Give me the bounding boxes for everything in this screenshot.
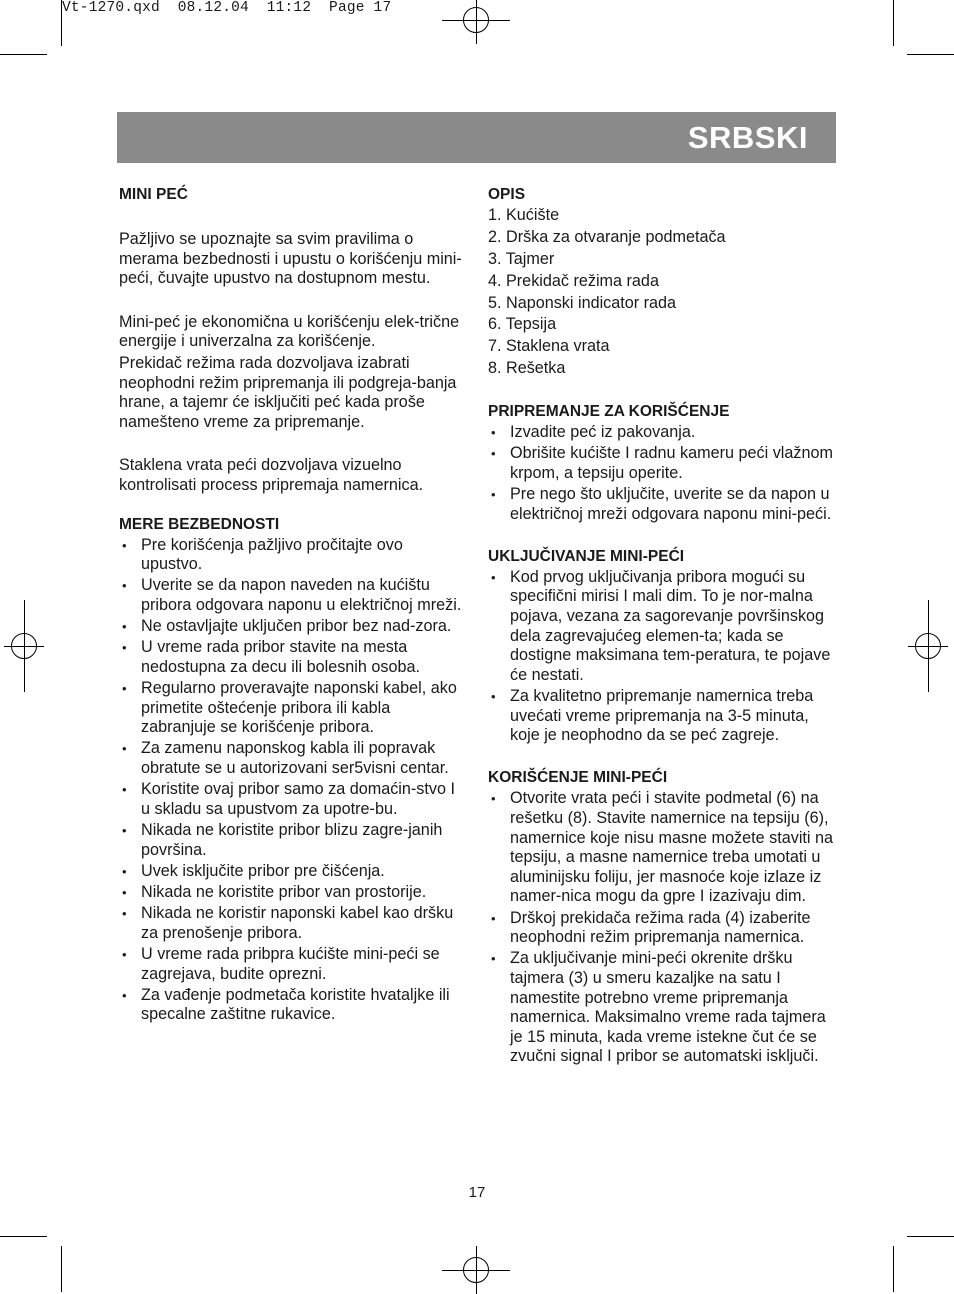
registration-mark-icon <box>11 633 37 659</box>
list-item: 5. Naponski indicator rada <box>488 293 677 312</box>
list-item: • Pre korišćenja pažljivo pročitajte ovo upustvo. <box>122 535 403 574</box>
crop-mark <box>0 1236 47 1237</box>
list-item: • Za uključivanje mini-peći okrenite dršku tajmera (3) u smeru kazaljke na satu I namestite potrebno vreme pripremanja namernica. Maksimalno vreme rada tajmera je 15 minuta, kada vreme istekne čut će se zvučni signal I pribor se automatski isključi. <box>491 949 826 1066</box>
list-item: • Drškoj prekidača režima rada (4) izaberite neophodni režim pripremanja namernica. <box>491 908 811 947</box>
list-item: 6. Tepsija <box>488 315 557 334</box>
list-item: • Uverite se da napon naveden na kućištu pribora odgovara naponu u električnoj mreži. <box>122 576 462 614</box>
crop-mark <box>61 0 62 46</box>
registration-mark-icon <box>915 633 941 659</box>
safety-list <box>119 536 467 1025</box>
list-item: • U vreme rada pribor stavite na mesta nedostupna za decu ili bolesnih osoba. <box>122 638 420 676</box>
page-number: 17 <box>468 1184 486 1201</box>
preparation-list <box>488 423 834 524</box>
list-item: • Nikada ne koristite pribor van prostorije. <box>122 882 427 901</box>
left-column <box>119 184 467 1027</box>
glass-door-paragraph: Staklena vrata peći dozvoljava vizuelno kontrolisati process pripremaja namernica. <box>119 456 424 494</box>
language-title: SRBSKI <box>687 120 808 155</box>
mode-switch-paragraph: Prekidač režima rada dozvoljava izabrati neophodni režim pripremanja ili podgreja-banja hrane, a tajemr će isključiti peć kada proše namešteno vreme za pripremanje. <box>119 353 457 431</box>
list-item: • Ne ostavljajte uključen pribor bez nad-zora. <box>122 617 452 636</box>
list-item: 3. Tajmer <box>488 249 555 268</box>
crop-mark <box>907 54 954 55</box>
usage-list <box>488 789 834 1067</box>
list-item: • Za kvalitetno pripremanje namernica treba uvećati vreme pripremanja na 3-5 minuta, koje je neophodno da se peć zagreje. <box>491 687 814 745</box>
language-banner <box>117 112 836 163</box>
registration-mark-icon <box>463 7 489 33</box>
list-item: • Nikada ne koristir naponski kabel kao dršku za prenošenje pribora. <box>122 904 454 942</box>
list-item: • Obrišite kućište I radnu kameru peći vlažnom krpom, a tepsiju operite. <box>491 444 833 482</box>
list-item: • Pre nego što uključite, uverite se da napon u električnoj mreži odgovara naponu mini-peći. <box>491 485 832 523</box>
section-title-switching-on: UKLJUČIVANJE MINI-PEĆI <box>488 547 685 565</box>
list-item: • Koristite ovaj pribor samo za domaćin-stvo I u skladu sa upustvom za upotre-bu. <box>122 780 455 818</box>
section-title-usage: KORIŠĆENJE MINI-PEĆI <box>488 769 668 787</box>
list-item: • Za vađenje podmetača koristite hvataljke ili specalne zaštitne rukavice. <box>122 985 450 1024</box>
list-item: • Otvorite vrata peći i stavite podmetal (6) na rešetku (8). Stavite namernice na tepsiju (6), namernice koje nisu masne možete staviti na tepsiju, a masne namernice treba umotati u aluminijsku foliju, jer masnoće koje izlaze iz namer-nica mogu da gpre I izazivaju dim. <box>491 789 834 906</box>
intro-paragraph: Pažljivo se upoznajte sa svim pravilima o merama bezbednosti i upustu o korišćenju mini-peći, čuvajte upustvo na dostupnom mestu. <box>119 230 462 288</box>
list-item: 8. Rešetka <box>488 359 566 378</box>
section-title-safety: MERE BEZBEDNOSTI <box>119 515 280 533</box>
list-item: • U vreme rada pribpra kućište mini-peći se zagrejava, budite oprezni. <box>122 944 440 983</box>
list-item: • Uvek isključite pribor pre čišćenja. <box>122 861 385 880</box>
list-item: • Nikada ne koristite pribor blizu zagre-janih površina. <box>122 821 443 859</box>
list-item: • Regularno proveravajte naponski kabel, ako primetite oštećenje pribora ili kabla zabranjuje se korišćenje pribora. <box>122 679 457 737</box>
right-column <box>488 184 834 1069</box>
crop-mark <box>907 1236 954 1237</box>
crop-mark <box>893 1246 894 1292</box>
registration-mark-icon <box>463 1257 489 1283</box>
section-title-opis: OPIS <box>488 186 526 203</box>
crop-mark <box>0 54 47 55</box>
list-item: • Za zamenu naponskog kabla ili popravak obratute se u autorizovani ser5visni centar. <box>122 739 449 778</box>
parts-list <box>488 206 834 379</box>
list-item: • Kod prvog uključivanja pribora mogući su specifični mirisi I mali dim. To je nor-malna pojava, vezana za sagorevanje površinskog dela zagrevajućeg elemen-ta; kada se dostigne maksimana tem-peratura, te pojave će nestati. <box>491 567 831 684</box>
list-item: 2. Drška za otvaranje podmetača <box>488 227 726 246</box>
section-title-preparation: PRIPREMANJE ZA KORIŠĆENJE <box>488 403 730 421</box>
economy-paragraph: Mini-peć je ekonomična u korišćenju elek-trične energije i univerzalna za korišćenje. <box>119 312 460 351</box>
list-item: • Izvadite peć iz pakovanja. <box>491 423 696 442</box>
list-item: 4. Prekidač režima rada <box>488 271 659 290</box>
crop-mark <box>893 0 894 46</box>
switching-on-list <box>488 568 834 746</box>
list-item: 7. Staklena vrata <box>488 337 610 356</box>
list-item: 1. Kućište <box>488 206 560 224</box>
crop-mark <box>61 1246 62 1292</box>
file-slug: Vt-1270.qxd 08.12.04 11:12 Page 17 <box>62 0 392 16</box>
section-title-mini-pec: MINI PEĆ <box>119 186 188 203</box>
